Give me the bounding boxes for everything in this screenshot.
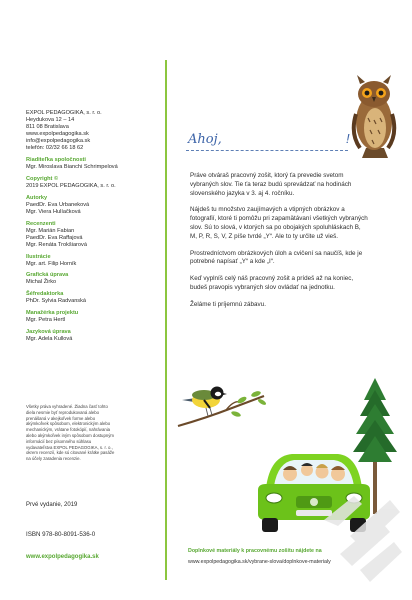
- role-person: Mgr. art. Filip Horník: [26, 260, 77, 267]
- role-heading: Šéfredaktorka: [26, 291, 64, 298]
- publisher-email[interactable]: info@expolpedagogika.sk: [26, 138, 91, 145]
- intro-paragraph-1: Práve otváraš pracovný zošit, ktorý ťa prevedie svetom vybraných slov. Tie ťa teraz budú sprevádzať na hodinách slovenského jazyka v 3. aj 4. ročníku.: [190, 172, 352, 197]
- role-heading: Grafická úprava: [26, 272, 69, 279]
- publisher-block: [26, 110, 158, 153]
- role-graphics: [26, 272, 158, 286]
- role-proofreading: [26, 329, 158, 343]
- role-director: [26, 157, 158, 171]
- intro-text: [190, 172, 368, 318]
- column-divider: [165, 60, 167, 580]
- role-heading: Jazyková úprava: [26, 328, 71, 335]
- role-reviewers: [26, 221, 158, 249]
- role-person: PaedDr. Eva Raffajová: [26, 234, 83, 241]
- role-heading: Autorky: [26, 194, 48, 201]
- role-person: Mgr. Miroslava Bianchi Schrimpelová: [26, 164, 118, 171]
- greeting-text: Ahoj,: [188, 132, 222, 147]
- isbn-text: ISBN 978-80-8091-536-0: [26, 531, 96, 538]
- supplementary-materials-heading: Doplnkové materiály k pracovnému zošitu nájdete na: [188, 548, 322, 554]
- legal-notice: Všetky práva vyhradené. Žiadna časť tohto diela nesmie byť reprodukovaná alebo prenášaná v akejkoľvek forme alebo akýmkoľvek spôsobom, elektronickým alebo mechanickým, vrátane fotokópií, nahrávania alebo akýmkoľvek iným spôsobom dostupným informácií bez písomného súhlasu vydavateľstva EXPOL PEDAGOGIKA, s. r. o., okrem recenzií, kde sú citované krátke pasáže na účely zaradenia recenzie.: [26, 404, 115, 462]
- bird-on-branch-illustration: [176, 378, 268, 430]
- publisher-phone: telefón: 02/32 66 18 62: [26, 145, 84, 152]
- role-person: 2019 EXPOL PEDAGOGIKA, s. r. o.: [26, 183, 116, 190]
- publisher-street: Heydukova 12 – 14: [26, 117, 75, 124]
- intro-paragraph-4: Keď vyplníš celý náš pracovný zošit a prídeš až na koniec, budeš pravopis vybraných slov ovládať na jednotku.: [190, 275, 354, 291]
- role-person: PhDr. Sylvia Radvanská: [26, 298, 87, 305]
- role-person: Mgr. Adela Kullová: [26, 335, 73, 342]
- role-illustrations: [26, 254, 158, 268]
- intro-paragraph-2: Nájdeš tu množstvo zaujímavých a vtipných obrázkov a fotografií, ktoré ti pomôžu pri zapamätávaní všetkých vybraných slov. Sú to slová, v ktorých sa po obojakých spoluhláskach B, M, P, R, S, V, Z píše tvrdé „Y“. Ale to ty určite už vieš.: [190, 206, 368, 240]
- name-write-line: [186, 150, 348, 151]
- publisher-name: EXPOL PEDAGOGIKA, s. r. o.: [26, 110, 102, 116]
- watermark-logo: [320, 490, 404, 586]
- role-person: Mgr. Marián Fabian: [26, 227, 75, 234]
- role-person: PaedDr. Eva Urbaneková: [26, 201, 90, 208]
- role-person: Mgr. Viera Hulíačková: [26, 208, 81, 215]
- role-heading: Ilustrácie: [26, 253, 51, 260]
- role-editor-in-chief: [26, 291, 158, 305]
- role-authors: [26, 195, 158, 216]
- role-heading: Copyright ©: [26, 175, 59, 182]
- edition-text: Prvé vydanie, 2019: [26, 502, 78, 508]
- publisher-web[interactable]: www.expolpedagogika.sk: [26, 131, 89, 138]
- website-link[interactable]: www.expolpedagogika.sk: [26, 554, 99, 560]
- intro-paragraph-5: Želáme ti príjemnú zábavu.: [190, 300, 266, 308]
- role-heading: Recenzenti: [26, 220, 56, 227]
- greeting-exclamation: !: [346, 131, 350, 146]
- supplementary-materials-link[interactable]: www.expolpedagogika.sk/vybrane-slova/doplnkove-materialy: [188, 559, 331, 565]
- role-heading: Riaditeľka spoločnosti: [26, 157, 86, 164]
- role-project-manager: [26, 310, 158, 324]
- imprint-column: [26, 110, 158, 347]
- intro-paragraph-3: Prostredníctvom obrázkových úloh a cvičení sa naučíš, kde je potrebné napísať „Y“ a kde „I“.: [190, 249, 363, 266]
- role-person: Mgr. Petra Hertl: [26, 317, 66, 323]
- role-heading: Manažérka projektu: [26, 309, 79, 316]
- role-person: Mgr. Renáta Trokšiarová: [26, 241, 87, 248]
- owl-illustration: [348, 74, 400, 160]
- publisher-city: 811 08 Bratislava: [26, 124, 69, 131]
- role-person: Michal Žirko: [26, 279, 57, 286]
- role-copyright: [26, 176, 158, 190]
